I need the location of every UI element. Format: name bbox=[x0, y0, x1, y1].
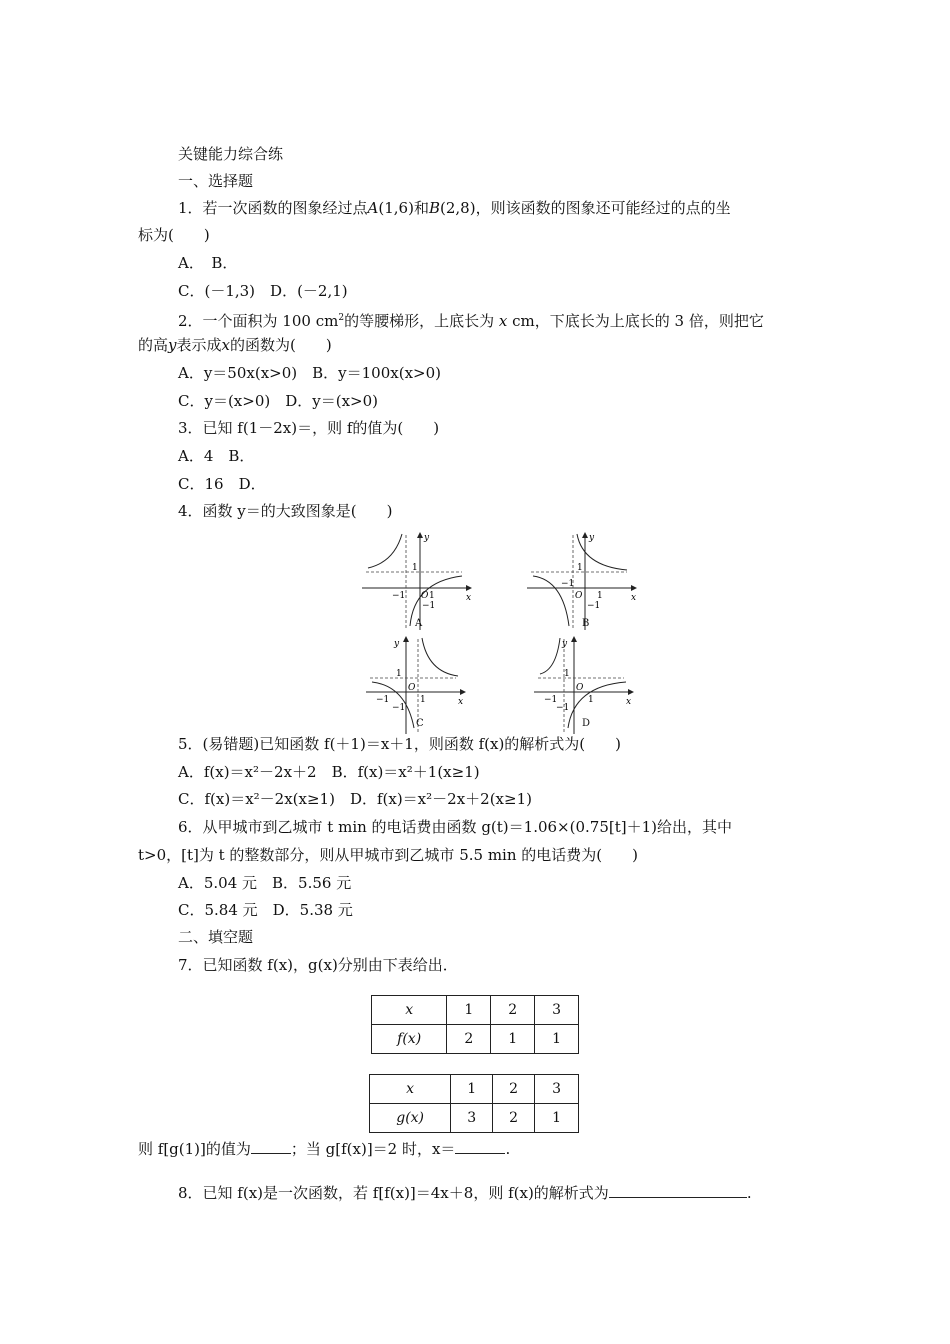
graph-d-label: D bbox=[582, 718, 591, 729]
graph-c-tick: 1 bbox=[420, 695, 426, 705]
q6-stem-line1: 6．从甲城市到乙城市 t min 的电话费由函数 g(t)＝1.06×(0.75[t]＋1)给出，其中 bbox=[178, 818, 733, 836]
q7-tail: 则 f[g(1)]的值为 ；当 g[f(x)]＝2 时，x＝ . bbox=[138, 1140, 511, 1158]
section-title: 关键能力综合练 bbox=[178, 145, 284, 163]
table-f bbox=[371, 995, 579, 1054]
graph-c-label: C bbox=[416, 718, 424, 729]
table-cell: 1 bbox=[535, 1025, 579, 1054]
table-cell: 3 bbox=[451, 1104, 493, 1133]
table-cell: 2 bbox=[447, 1025, 491, 1054]
q1-stem-line2: 标为( ) bbox=[138, 226, 210, 244]
table-g bbox=[369, 1074, 579, 1133]
table-cell: 1 bbox=[451, 1075, 493, 1104]
table-cell: 1 bbox=[491, 1025, 535, 1054]
graph-b-tick: 1 bbox=[577, 563, 583, 573]
q4-stem: 4．函数 y＝的大致图象是( ) bbox=[178, 502, 393, 520]
graph-d-tick: 1 bbox=[588, 695, 594, 705]
q2-options-ab: A．y＝50x(x>0) B．y＝100x(x>0) bbox=[178, 364, 441, 382]
graph-c-tick: −1 bbox=[392, 703, 406, 713]
table-cell: 2 bbox=[491, 996, 535, 1025]
q5-stem: 5．(易错题)已知函数 f(＋1)＝x＋1，则函数 f(x)的解析式为( ) bbox=[178, 735, 622, 753]
table-cell: 2 bbox=[493, 1075, 535, 1104]
q7-blank-1[interactable] bbox=[251, 1139, 291, 1154]
graph-b-y-label: y bbox=[589, 533, 595, 543]
table-cell: 3 bbox=[535, 1075, 579, 1104]
graph-d-tick: 1 bbox=[564, 669, 570, 679]
graph-a-tick: −1 bbox=[422, 601, 436, 611]
graph-c-tick: −1 bbox=[376, 695, 390, 705]
q7-stem: 7．已知函数 f(x)，g(x)分别由下表给出． bbox=[178, 956, 458, 974]
q2-stem-line1: 2．一个面积为 100 $cm^2$的等腰梯形，上底长为 x cm，下底长为上底长的 3 倍，则把它 bbox=[178, 312, 764, 330]
graph-b-tick: 1 bbox=[597, 591, 603, 601]
graph-d-origin: O bbox=[576, 683, 584, 693]
q3-options-cd: C．16 D． bbox=[178, 475, 266, 493]
q5-options-ab: A．f(x)＝x²－2x＋2 B．f(x)＝x²＋1(x≥1) bbox=[178, 763, 480, 781]
graph-d-x-label: x bbox=[626, 697, 632, 707]
q2-options-cd: C．y＝(x>0) D．y＝(x>0) bbox=[178, 392, 379, 410]
q3-options-ab: A．4 B． bbox=[178, 447, 255, 465]
q1-stem-line1: 1．若一次函数的图象经过点A(1,6)和B(2,8)，则该函数的图象还可能经过的点的坐 bbox=[178, 199, 731, 217]
graph-a-tick: −1 bbox=[392, 591, 406, 601]
q1-options-ab: A． B． bbox=[178, 254, 238, 272]
table-g-header-row bbox=[370, 1075, 579, 1104]
graph-c-y-label: y bbox=[394, 639, 400, 649]
table-f-value-row bbox=[372, 1025, 579, 1054]
q6-options-ab: A．5.04 元 B．5.56 元 bbox=[178, 874, 352, 892]
graph-a-tick: 1 bbox=[412, 563, 418, 573]
graph-d-tick: −1 bbox=[556, 703, 570, 713]
graph-a-origin: O bbox=[421, 591, 429, 601]
part1-title: 一、选择题 bbox=[178, 172, 254, 190]
q5-options-cd: C．f(x)＝x²－2x(x≥1) D．f(x)＝x²－2x＋2(x≥1) bbox=[178, 790, 532, 808]
q6-stem-line2: t>0，[t]为 t 的整数部分，则从甲城市到乙城市 5.5 min 的电话费为( ) bbox=[138, 846, 638, 864]
graph-b bbox=[527, 530, 637, 634]
graph-c bbox=[366, 634, 466, 738]
graph-d-tick: −1 bbox=[544, 695, 558, 705]
table-cell: x bbox=[372, 996, 447, 1025]
q8-stem: 8．已知 f(x)是一次函数，若 f[f(x)]＝4x＋8，则 f(x)的解析式为 . bbox=[178, 1184, 752, 1202]
table-g-value-row bbox=[370, 1104, 579, 1133]
table-cell: f(x) bbox=[372, 1025, 447, 1054]
q3-stem: 3．已知 f(1－2x)＝，则 f的值为( ) bbox=[178, 419, 440, 437]
graph-c-origin: O bbox=[408, 683, 416, 693]
graph-d bbox=[534, 634, 634, 738]
q2-stem-line2: 的高y表示成x的函数为( ) bbox=[138, 336, 332, 354]
graph-b-tick: −1 bbox=[561, 579, 575, 589]
graph-b-label: B bbox=[582, 618, 590, 629]
table-cell: 3 bbox=[535, 996, 579, 1025]
graph-d-y-label: y bbox=[562, 639, 568, 649]
q7-blank-2[interactable] bbox=[455, 1139, 505, 1154]
graph-b-tick: −1 bbox=[587, 601, 601, 611]
graph-b-origin: O bbox=[575, 591, 583, 601]
graph-a bbox=[362, 530, 472, 634]
q1-options-cd: C．(－1,3) D．(－2,1) bbox=[178, 282, 348, 300]
table-cell: 1 bbox=[447, 996, 491, 1025]
table-cell: 1 bbox=[535, 1104, 579, 1133]
table-cell: g(x) bbox=[370, 1104, 451, 1133]
graph-c-x-label: x bbox=[458, 697, 464, 707]
part2-title: 二、填空题 bbox=[178, 928, 254, 946]
graph-a-x-label: x bbox=[466, 593, 472, 603]
table-cell: x bbox=[370, 1075, 451, 1104]
graph-b-x-label: x bbox=[631, 593, 637, 603]
graph-a-y-label: y bbox=[424, 533, 430, 543]
q8-blank[interactable] bbox=[609, 1183, 747, 1198]
table-cell: 2 bbox=[493, 1104, 535, 1133]
graph-a-tick: 1 bbox=[429, 591, 435, 601]
graph-a-label: A bbox=[415, 618, 423, 629]
graph-c-tick: 1 bbox=[396, 669, 402, 679]
table-f-header-row bbox=[372, 996, 579, 1025]
q6-options-cd: C．5.84 元 D．5.38 元 bbox=[178, 901, 353, 919]
